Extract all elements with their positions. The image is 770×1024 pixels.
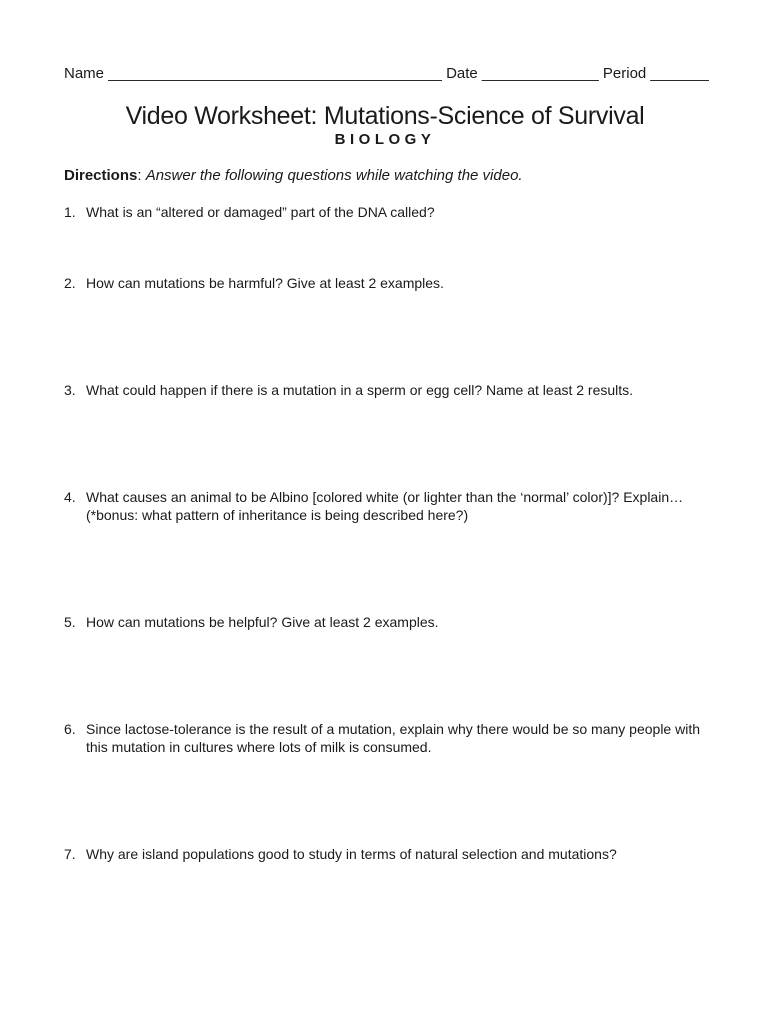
question-text [86,488,724,524]
question-6 [64,720,724,756]
question-1 [64,203,724,221]
question-line: this mutation in cultures where lots of milk is consumed. [86,739,432,755]
question-3 [64,381,724,399]
header-fields [64,64,709,84]
question-number: 1. [64,204,76,220]
date-blank: ______________ [481,65,599,82]
question-number: 4. [64,489,76,505]
name-label: Name [64,65,105,82]
question-text [86,720,724,756]
page-subtitle: BIOLOGY [334,131,436,148]
question-line: What is an “altered or damaged” part of the DNA called? [86,204,435,220]
question-text [86,613,724,631]
directions-text: Answer the following questions while watching the video. [145,167,523,184]
question-line: How can mutations be harmful? Give at least 2 examples. [86,275,444,291]
question-text [86,203,724,221]
directions-label: Directions [64,167,138,184]
period-label: Period [602,65,647,82]
question-line: What causes an animal to be Albino [colored white (or lighter than the ‘normal’ color)]? Explain… [86,489,684,505]
question-7 [64,845,724,863]
question-4 [64,488,724,524]
question-number: 5. [64,614,76,630]
question-line: Since lactose-tolerance is the result of a mutation, explain why there would be so many people with [86,721,701,737]
question-number: 7. [64,846,76,862]
page-title: Video Worksheet: Mutations-Science of Survival [125,102,645,130]
directions [64,166,523,186]
question-text [86,381,724,399]
question-number: 2. [64,275,76,291]
question-line: Why are island populations good to study in terms of natural selection and mutations? [86,846,617,862]
question-number: 3. [64,382,76,398]
question-text [86,845,724,863]
question-line: (*bonus: what pattern of inheritance is being described here?) [86,507,469,523]
question-line: What could happen if there is a mutation in a sperm or egg cell? Name at least 2 results. [86,382,634,398]
question-text [86,274,724,292]
question-line: How can mutations be helpful? Give at least 2 examples. [86,614,439,630]
period-blank: _______ [650,65,709,82]
question-5 [64,613,724,631]
question-number: 6. [64,721,76,737]
question-2 [64,274,724,292]
directions-colon: : [137,167,142,184]
date-label: Date [446,65,478,82]
name-blank: ________________________________________ [108,65,442,82]
